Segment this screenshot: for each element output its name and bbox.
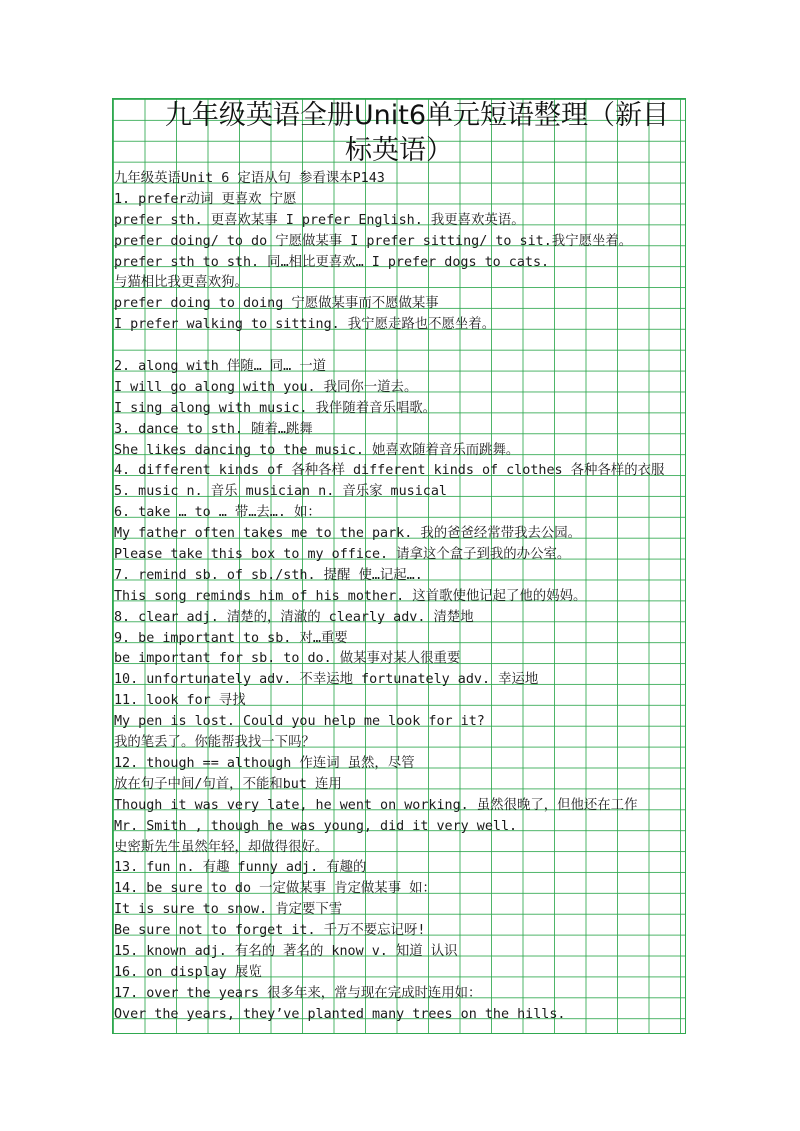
text-line: 九年级英语Unit 6 定语从句 参看课本P143 [114,171,385,186]
text-line: prefer sth to sth. 同…相比更喜欢… I prefer dogs to cats. [114,254,550,270]
text-line: 7. remind sb. of sb./sth. 提醒 使…记起…. [114,567,423,583]
blank-line [114,336,714,357]
text-line: be important for sb. to do. 做某事对某人很重要 [114,651,461,667]
text-line: 与猫相比我更喜欢狗。 [114,275,248,291]
text-line: prefer doing to doing 宁愿做某事而不愿做某事 [114,296,439,312]
text-line: 10. unfortunately adv. 不幸运地 fortunately adv. 幸运地 [114,672,539,688]
text-line: 2. along with 伴随… 同… 一道 [114,359,327,375]
text-line: This song reminds him of his mother. 这首歌使他记起了他的妈妈。 [114,588,587,604]
text-line: She likes dancing to the music. 她喜欢随着音乐而跳舞。 [114,442,520,458]
text-line: 16. on display 展览 [114,964,262,980]
text-line: 史密斯先生虽然年轻，却做得很好。 [114,839,329,855]
text-line: It is sure to snow. 肯定要下雪 [114,902,343,918]
document-body [114,169,714,1026]
text-line: 9. be important to sb. 对…重要 [114,630,348,646]
text-line: 8. clear adj. 清楚的，清澈的 clearly adv. 清楚地 [114,609,474,625]
text-line: 11. look for 寻找 [114,693,246,709]
text-line: 6. take … to … 带…去…. 如： [114,505,321,521]
text-line: Be sure not to forget it. 千万不要忘记呀! [114,923,426,939]
text-line: 放在句子中间/句首，不能和but 连用 [114,776,342,792]
text-line: I sing along with music. 我伴随着音乐唱歌。 [114,400,437,416]
page-title [112,98,686,168]
text-line: 17. over the years 很多年来，常与现在完成时连用如： [114,985,482,1001]
text-line: 13. fun n. 有趣 funny adj. 有趣的 [114,860,367,876]
text-line: Over the years, they’ve planted many trees on the hills. [114,1006,566,1022]
text-line: prefer sth. 更喜欢某事 I prefer English. 我更喜欢英语。 [114,212,525,228]
text-line: My father often takes me to the park. 我的爸爸经常带我去公园。 [114,526,582,542]
text-line: 14. be sure to do 一定做某事 肯定做某事 如： [114,881,436,897]
title-line-1: 九年级英语全册Unit6单元短语整理（新目 [164,100,670,131]
text-line: Though it was very late, he went on working. 虽然很晚了，但他还在工作 [114,797,638,813]
title-line-2: 标英语） [345,135,453,166]
text-line: Please take this box to my office. 请拿这个盒子到我的办公室。 [114,547,571,563]
text-line: Mr. Smith , though he was young, did it very well. [114,818,518,834]
text-line: 15. known adj. 有名的 著名的 know v. 知道 认识 [114,943,458,959]
text-line: My pen is lost. Could you help me look for it? [114,714,485,730]
text-line: I will go along with you. 我同你一道去。 [114,379,418,395]
text-line: I prefer walking to sitting. 我宁愿走路也不愿坐着。 [114,317,496,333]
text-line: prefer doing/ to do 宁愿做某事 I prefer sitting/ to sit.我宁愿坐着。 [114,233,633,249]
text-line: 12. though == although 作连词 虽然，尽管 [114,755,415,771]
text-line: 3. dance to sth. 随着…跳舞 [114,421,313,437]
text-line: 5. music n. 音乐 musician n. 音乐家 musical [114,484,447,500]
text-line: 我的笔丢了。你能帮我找一下吗？ [114,735,315,751]
text-line: 1. prefer动词 更喜欢 宁愿 [114,191,297,207]
text-line: 4. different kinds of 各种各样 different kinds of clothes 各种各样的衣服 [114,463,665,479]
